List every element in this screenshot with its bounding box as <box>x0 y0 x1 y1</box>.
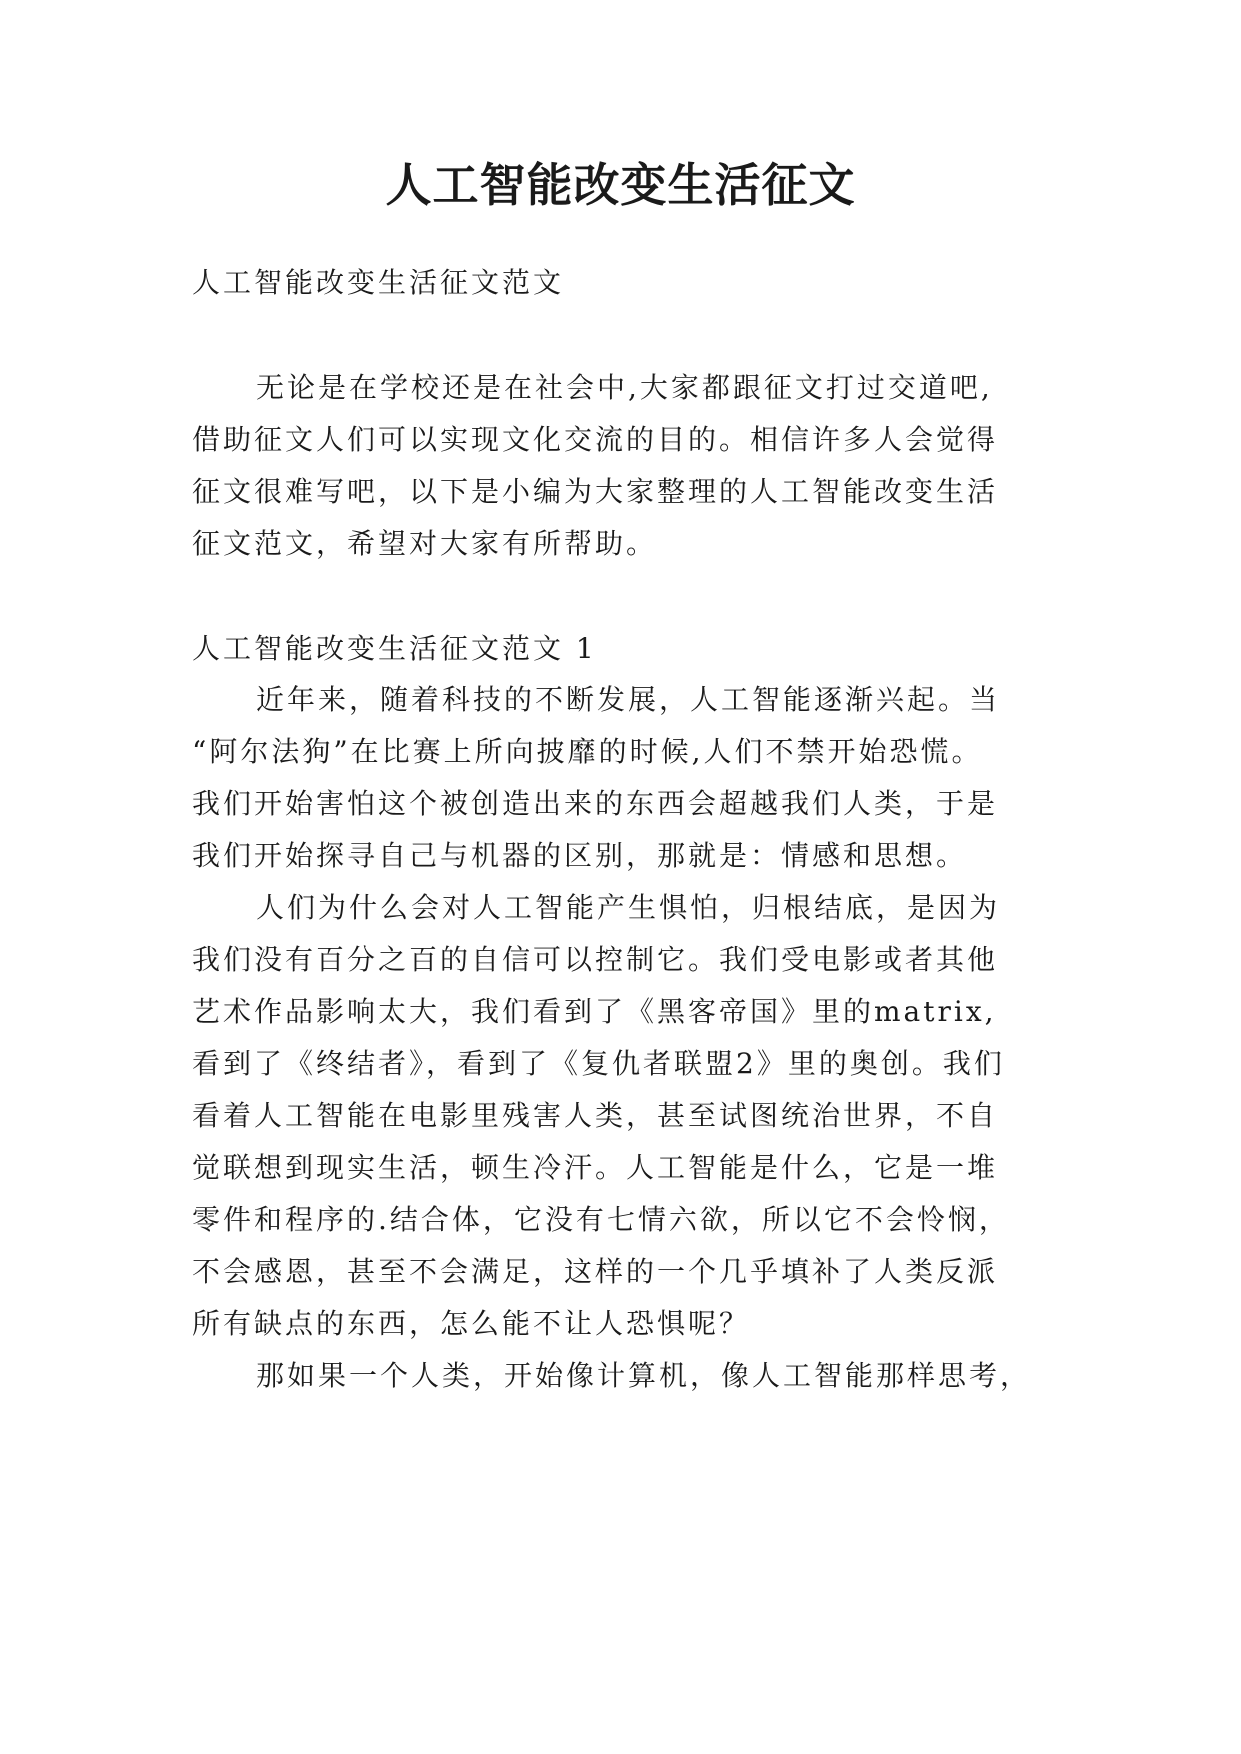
paragraph-line: 征文范文，希望对大家有所帮助。 <box>192 527 658 560</box>
paragraph-line: 零件和程序的.结合体，它没有七情六欲，所以它不会怜悯， <box>192 1203 1010 1236</box>
paragraph-line: 看到了《终结者》，看到了《复仇者联盟2》里的奥创。我们 <box>192 1047 1005 1080</box>
document-subtitle: 人工智能改变生活征文范文 <box>192 266 565 299</box>
paragraph-line: 近年来，随着科技的不断发展，人工智能逐渐兴起。当 <box>256 683 1001 716</box>
paragraph-line: 艺术作品影响太大，我们看到了《黑客帝国》里的matrix, <box>192 995 997 1028</box>
section-heading: 人工智能改变生活征文范文 1 <box>192 632 597 665</box>
paragraph-line: 我们没有百分之百的自信可以控制它。我们受电影或者其他 <box>192 943 999 976</box>
document-title: 人工智能改变生活征文 <box>385 158 856 212</box>
paragraph-line: 所有缺点的东西，怎么能不让人恐惧呢？ <box>192 1307 751 1340</box>
paragraph-line: 那如果一个人类，开始像计算机，像人工智能那样思考， <box>256 1359 1032 1392</box>
paragraph-line: 无论是在学校还是在社会中,大家都跟征文打过交道吧, <box>256 371 993 404</box>
paragraph-line: 不会感恩，甚至不会满足，这样的一个几乎填补了人类反派 <box>192 1255 999 1288</box>
paragraph-line: 我们开始探寻自己与机器的区别，那就是：情感和思想。 <box>192 839 968 872</box>
paragraph-line: “阿尔法狗”在比赛上所向披靡的时候,人们不禁开始恐慌。 <box>192 735 983 768</box>
paragraph-line: 人们为什么会对人工智能产生惧怕，归根结底，是因为 <box>256 891 1001 924</box>
paragraph-line: 看着人工智能在电影里残害人类，甚至试图统治世界，不自 <box>192 1099 999 1132</box>
paragraph-line: 我们开始害怕这个被创造出来的东西会超越我们人类，于是 <box>192 787 999 820</box>
paragraph-line: 征文很难写吧，以下是小编为大家整理的人工智能改变生活 <box>192 475 999 508</box>
paragraph-line: 借助征文人们可以实现文化交流的目的。相信许多人会觉得 <box>192 423 999 456</box>
paragraph-line: 觉联想到现实生活，顿生冷汗。人工智能是什么，它是一堆 <box>192 1151 999 1184</box>
